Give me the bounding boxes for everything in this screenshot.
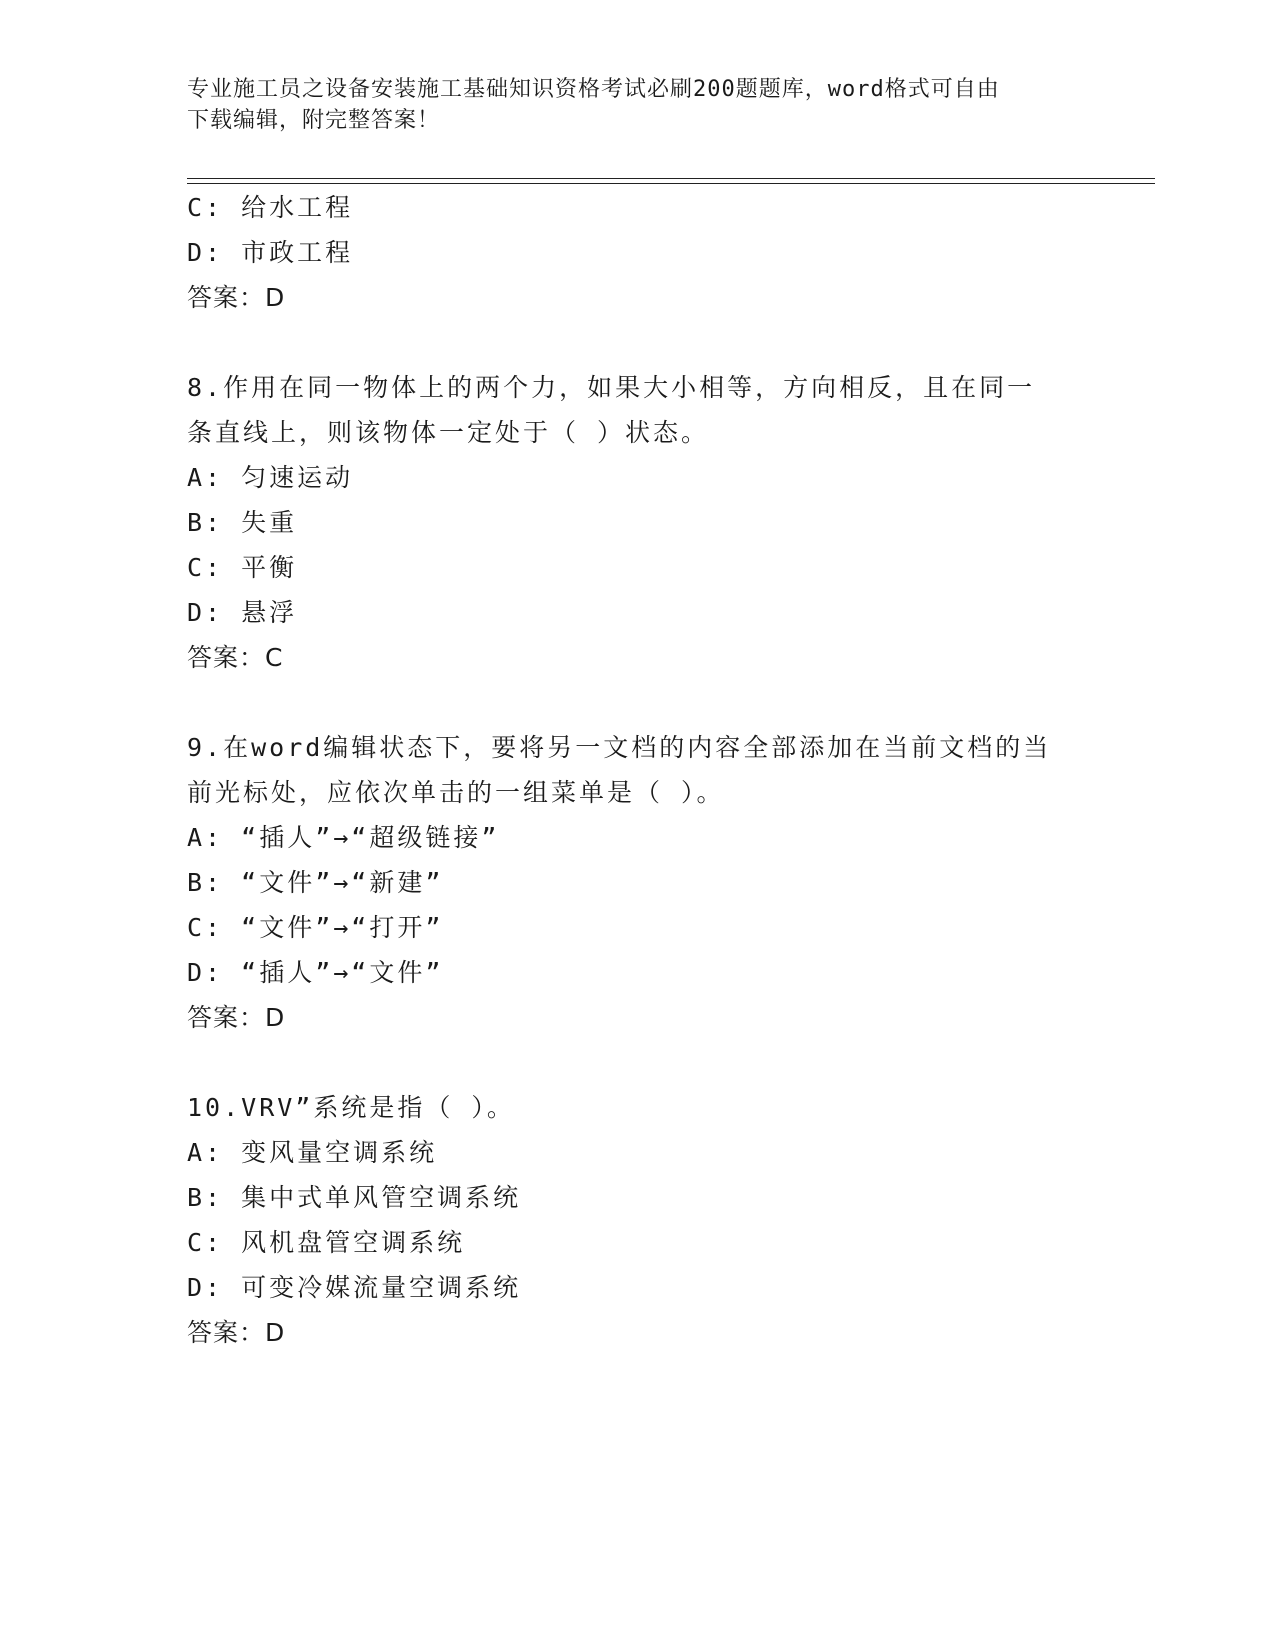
q9-stem-line-2: 前光标处，应依次单击的一组菜单是（ ）。 (187, 778, 725, 807)
q9-option-a: A: “插人”→“超级链接” (187, 823, 500, 852)
header-line-2: 下载编辑，附完整答案！ (187, 108, 441, 133)
q9-stem-line-1: 9.在word编辑状态下，要将另一文档的内容全部添加在当前文档的当 (187, 733, 1052, 762)
q10-stem-line-1: 10.VRV”系统是指（ ）。 (187, 1093, 515, 1122)
q10-answer: 答案：D (187, 1318, 286, 1347)
q9-option-b: B: “文件”→“新建” (187, 868, 444, 897)
q9-answer: 答案：D (187, 1003, 286, 1032)
q8-option-c: C: 平衡 (187, 553, 298, 582)
q8-option-d: D: 悬浮 (187, 598, 298, 627)
q8-answer: 答案：C (187, 643, 284, 672)
q8-option-a: A: 匀速运动 (187, 463, 354, 492)
q10-option-a: A: 变风量空调系统 (187, 1138, 438, 1167)
prev-option-c: C: 给水工程 (187, 193, 354, 222)
q9-option-d: D: “插人”→“文件” (187, 958, 444, 987)
header-divider-bottom (187, 183, 1155, 184)
document-header (187, 74, 1067, 136)
prev-option-d: D: 市政工程 (187, 238, 354, 267)
q10-option-b: B: 集中式单风管空调系统 (187, 1183, 522, 1212)
header-line-1: 专业施工员之设备安装施工基础知识资格考试必刷200题题库，word格式可自由 (187, 77, 1000, 102)
q8-stem-line-1: 8.作用在同一物体上的两个力，如果大小相等，方向相反，且在同一 (187, 373, 1036, 402)
q8-option-b: B: 失重 (187, 508, 298, 537)
header-divider-top (187, 178, 1155, 179)
q8-stem-line-2: 条直线上，则该物体一定处于（ ）状态。 (187, 418, 710, 447)
q10-option-c: C: 风机盘管空调系统 (187, 1228, 466, 1257)
q10-option-d: D: 可变冷媒流量空调系统 (187, 1273, 522, 1302)
q9-option-c: C: “文件”→“打开” (187, 913, 444, 942)
prev-answer: 答案：D (187, 283, 286, 312)
